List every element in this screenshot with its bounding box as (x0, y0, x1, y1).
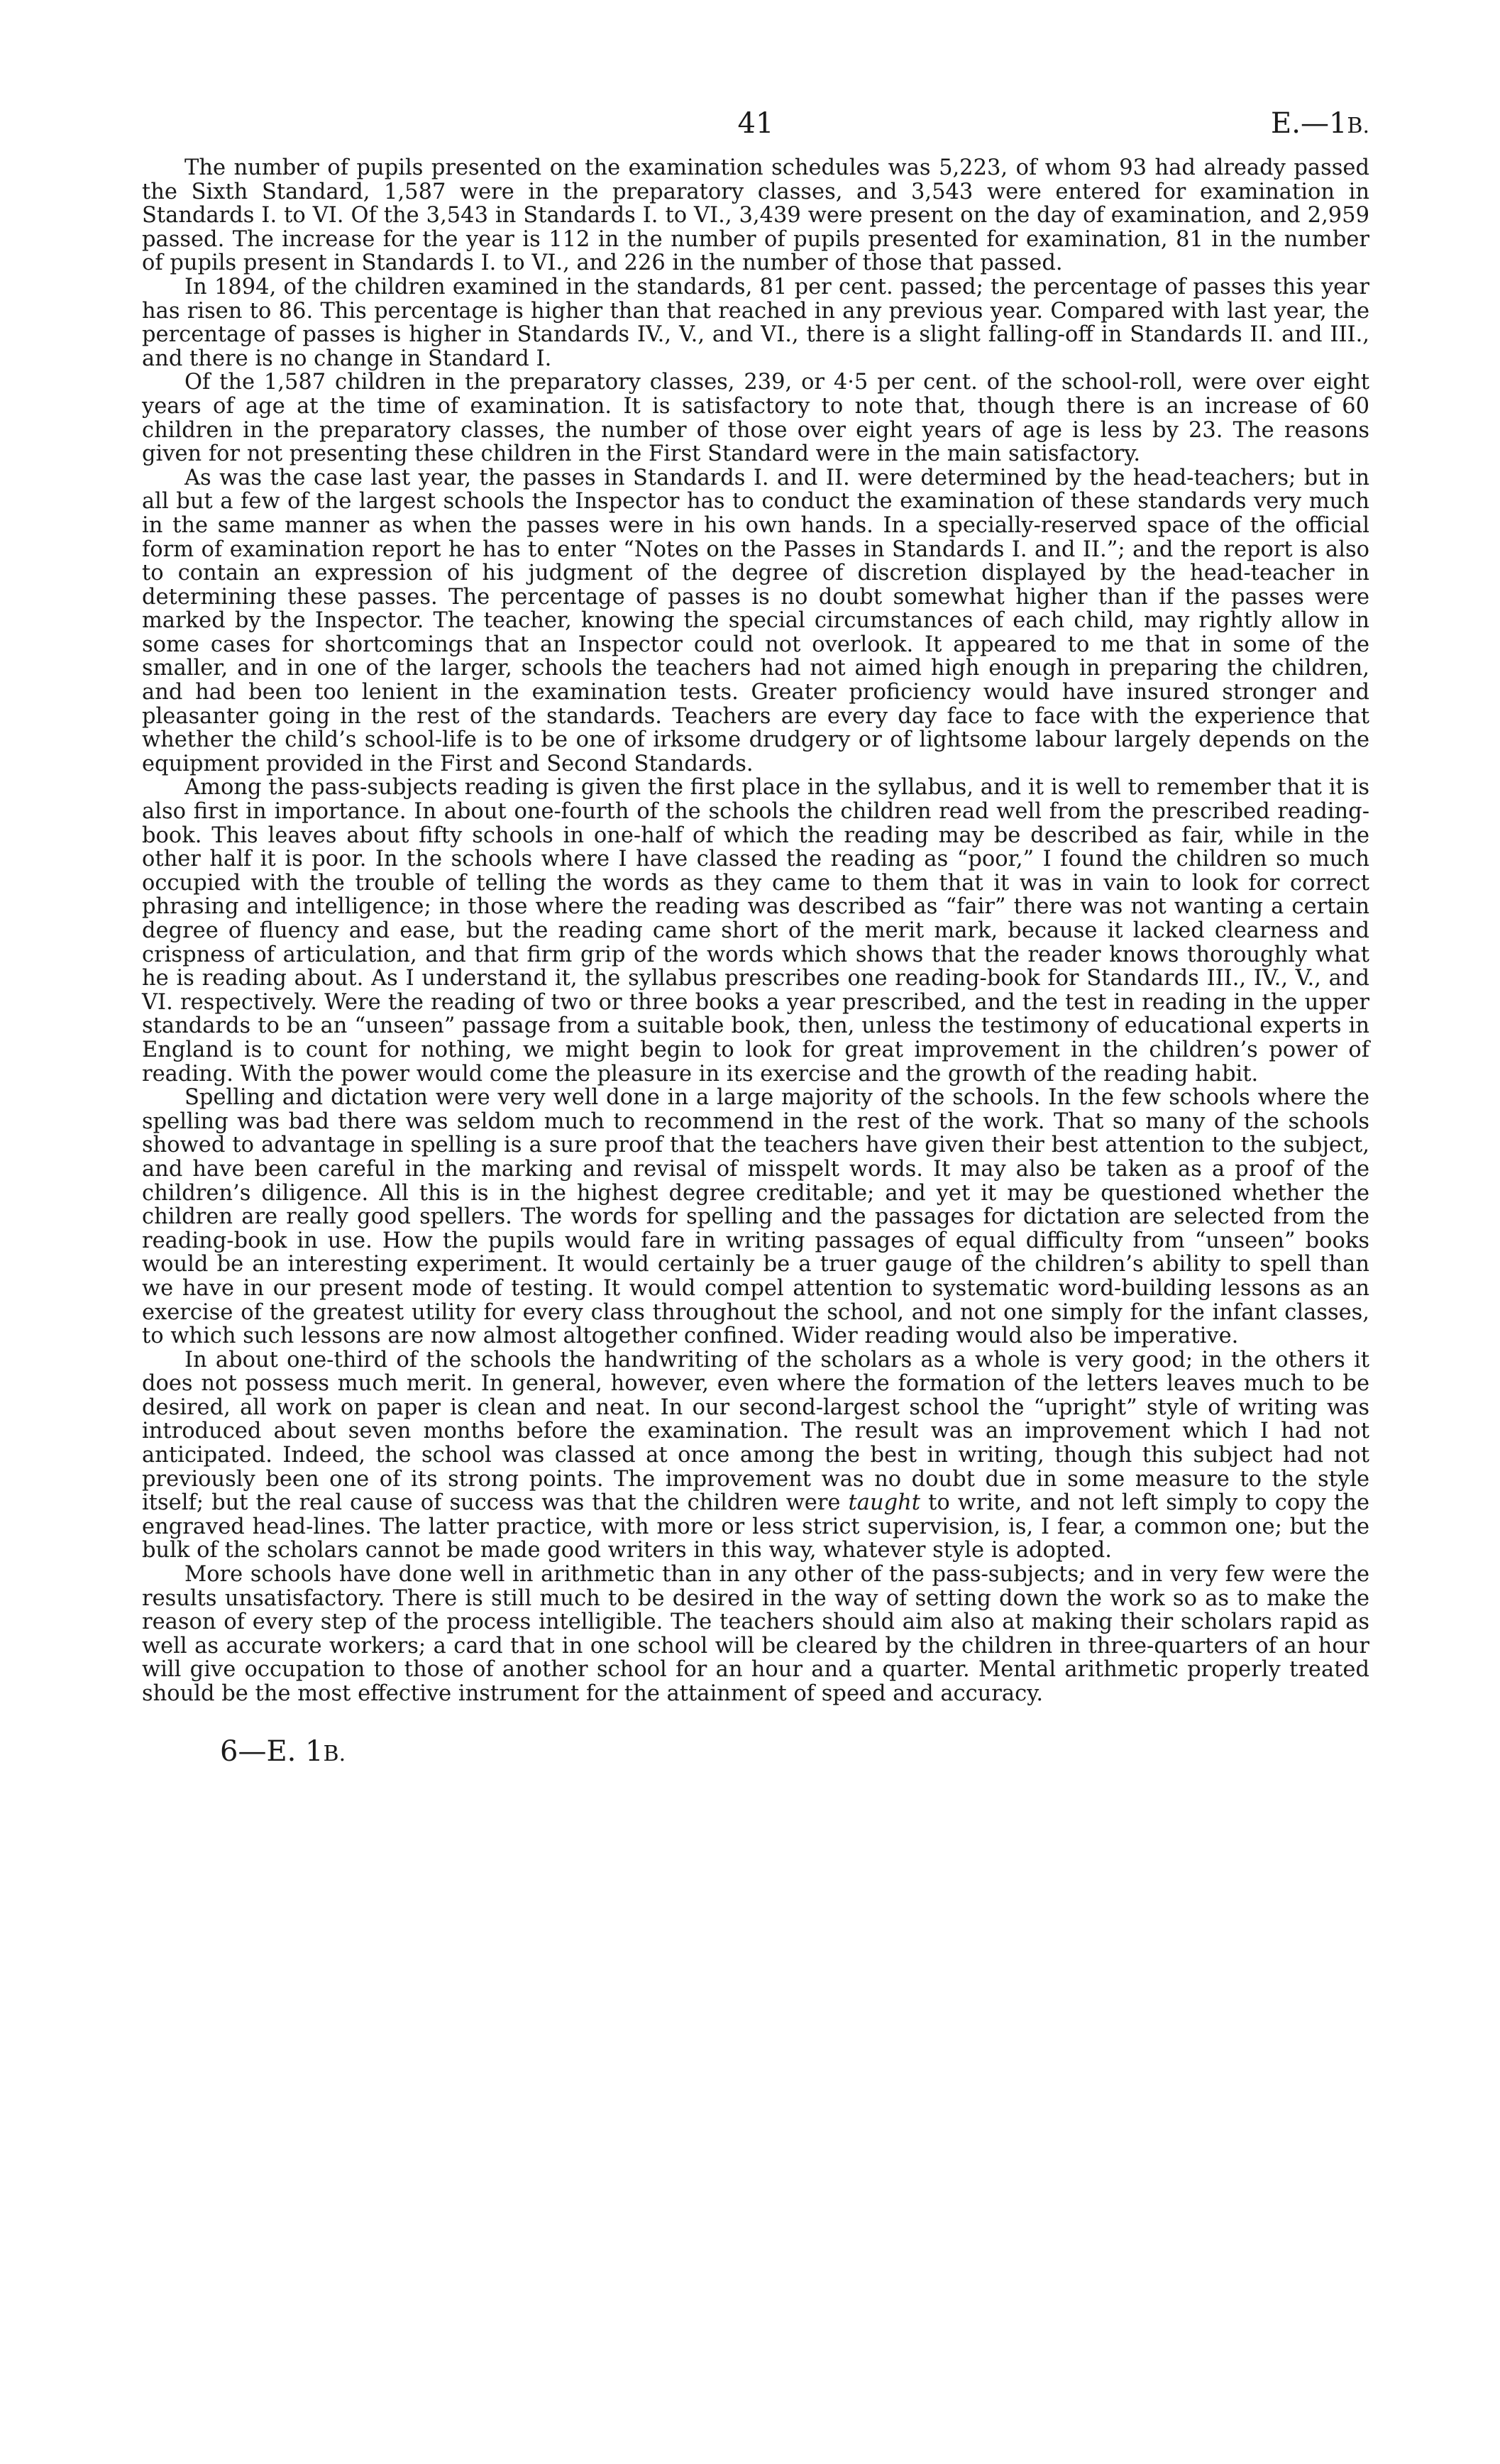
handwriting-text-start: In about one-third of the schools the handwriting of the scholars as a whole is very good; in the others it does not possess much merit. In general, however, even where the formation of the letters leaves much to be desired, all work on paper is clean and neat. In our second-largest school the “upright” style of writing was introduced about seven months before the examination. The result was an improvement which I had not anticipated. Indeed, the school was classed at once among the best in writing, though this subject had not previously been one of its strong points. The improvement was no doubt due in some measure to the style itself; but the real cause of success was that the children were (142, 1347, 1369, 1516)
document-reference-main: E.—1 (1271, 107, 1347, 140)
document-reference (1271, 106, 1369, 143)
handwriting-text-end: to write, and not left simply to copy the engraved head-lines. The latter practice, with more or less strict supervision, is, I fear, a common one; but the bulk of the scholars cannot be made good writers in this way, whatever style is adopted. (142, 1490, 1369, 1563)
paragraph-preparatory-classes: Of the 1,587 children in the preparatory classes, 239, or 4·5 per cent. of the school-roll, were over eight years of age at the time of examination. It is satisfactory to note that, though there is an increase of 60 children in the preparatory classes, the number of those over eight years of age is less by 23. The reasons given for not presenting these children in the First Standard were in the main satisfactory. (142, 370, 1369, 467)
paragraph-head-teacher-passes: As was the case last year, the passes in Standards I. and II. were determined by the head-teachers; but in all but a few of the largest schools the Inspector has to conduct the examination of these standards very much in the same manner as when the passes were in his own hands. In a specially-reserved space of the official form of examination report he has to enter “Notes on the Passes in Standards I. and II.”; and the report is also to contain an expression of his judgment of the degree of discretion displayed by the head-teacher in determining these passes. The percentage of passes is no doubt somewhat higher than if the passes were marked by the Inspector. The teacher, knowing the special circumstances of each child, may rightly allow in some cases for shortcomings that an Inspector could not overlook. It appeared to me that in some of the smaller, and in one of the larger, schools the teachers had not aimed high enough in preparing the children, and had been too lenient in the examination tests. Greater proficiency would have insured stronger and pleasanter going in the rest of the standards. Teachers are every day face to face with the experience that whether the child’s school-life is to be one of irksome drudgery or of lightsome labour largely depends on the equipment provided in the First and Second Standards. (142, 465, 1369, 776)
paragraph-pupil-numbers: The number of pupils presented on the examination schedules was 5,223, of whom 93 had already passed the Sixth Standard, 1,587 were in the preparatory classes, and 3,543 were entered for examination in Standards I. to VI. Of the 3,543 in Standards I. to VI., 3,439 were present on the day of examination, and 2,959 passed. The increase for the year is 112 in the number of pupils presented for examination, 81 in the number of pupils present in Standards I. to VI., and 226 in the number of those that passed. (142, 155, 1369, 276)
signature-suffix: B. (323, 1741, 346, 1766)
body-text (142, 156, 1369, 1706)
signature-main: 6—E. 1 (220, 1734, 324, 1768)
page-header (142, 106, 1369, 156)
paragraph-spelling: Spelling and dictation were very well done in a large majority of the schools. In the few schools where the spelling was bad there was seldom much to recommend in the rest of the work. That so many of the schools showed to advantage in spelling is a sure proof that the teachers have given their best attention to the subject, and have been careful in the marking and revisal of misspelt words. It may also be taken as a proof of the children’s diligence. All this is in the highest degree creditable; and yet it may be questioned whether the children are really good spellers. The words for spelling and the passages for dictation are selected from the reading-book in use. How the pupils would fare in writing passages of equal difficulty from “unseen” books would be an interesting experiment. It would certainly be a truer gauge of the children’s ability to spell than we have in our present mode of testing. It would compel attention to systematic word-building lessons as an exercise of the greatest utility for every class throughout the school, and not one simply for the infant classes, to which such lessons are now almost altogether confined. Wider reading would also be imperative. (142, 1085, 1369, 1349)
handwriting-emphasis: taught (848, 1490, 921, 1516)
paragraph-arithmetic: More schools have done well in arithmetic than in any other of the pass-subjects; and in very few were the results unsatisfactory. There is still much to be desired in the way of setting down the work so as to make the reason of every step of the process intelligible. The teachers should aim also at making their scholars rapid as well as accurate workers; a card that in one school will be cleared by the children in three-quarters of an hour will give occupation to those of another school for an hour and a quarter. Mental arithmetic properly treated should be the most effective instrument for the attainment of speed and accuracy. (142, 1562, 1369, 1706)
paragraph-pass-percentage: In 1894, of the children examined in the standards, 81 per cent. passed; the percentage of passes this year has risen to 86. This percentage is higher than that reached in any previous year. Compared with last year, the percentage of passes is higher in Standards IV., V., and VI., there is a slight falling-off in Standards II. and III., and there is no change in Standard I. (142, 274, 1369, 371)
document-page (142, 106, 1369, 1771)
paragraph-reading: Among the pass-subjects reading is given the first place in the syllabus, and it is well to remember that it is also first in importance. In about one-fourth of the schools the children read well from the prescribed reading-book. This leaves about fifty schools in one-half of which the reading may be described as fair, while in the other half it is poor. In the schools where I have classed the reading as “poor,” I found the children so much occupied with the trouble of telling the words as they came to them that it was in vain to look for correct phrasing and intelligence; in those where the reading was described as “fair” there was not wanting a certain degree of fluency and ease, but the reading came short of the merit mark, because it lacked clearness and crispness of articulation, and that firm grip of the words which shows that the reader knows thoroughly what he is reading about. As I understand it, the syllabus prescribes one reading-book for Standards III., IV., V., and VI. respectively. Were the reading of two or three books a year prescribed, and the test in reading in the upper standards to be an “unseen” passage from a suitable book, then, unless the testimony of educational experts in England is to count for nothing, we might begin to look for great improvement in the children’s power of reading. With the power would come the pleasure in its exercise and the growth of the reading habit. (142, 775, 1369, 1087)
document-reference-suffix: B. (1347, 114, 1369, 138)
signature-mark (220, 1734, 1369, 1771)
paragraph-handwriting (142, 1348, 1369, 1563)
page-number: 41 (737, 107, 774, 140)
